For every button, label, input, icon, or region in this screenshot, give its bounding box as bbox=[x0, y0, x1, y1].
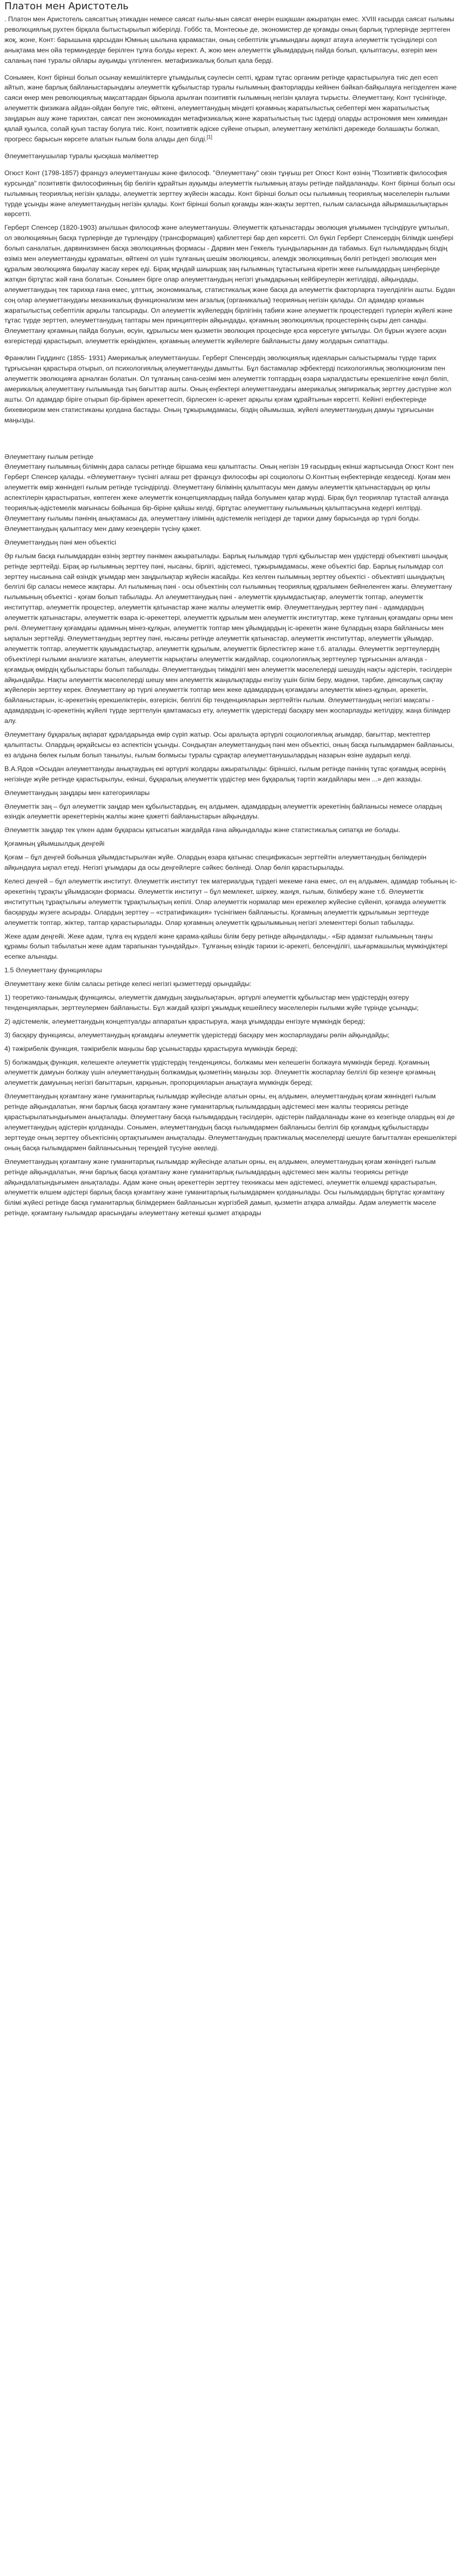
science-paragraph: Әлеуметтану ғылымның білімнің дара саласы ретінде біршама кеш қалыптасты. Оның негізін 19 ғасырдың екінші жартысында Огюст Конт пен Герберт Спенсер қалады. «Әлеуметтану» түсінігі алғаш рет француз философы әрі социологы О.Конттың еңбектерінде кездеседі. Қоғам мен әлеуметтік өмір жөніндегі ғылым ретінде түсіндірілді. Әлеуметтану білімінің қалыптасуы мен дамуы әлеуметтік қатынастардың әр қилы аспектілерін қарастыратын, көптеген жеке әлеуметтік концепциялардың пайда болуымен қатар жүрді. Бірақ бұл теориялар тұтастай алғанда теориялық-әдістемелік мағынасы бойынша бір-біріне қайшы келді, біртұтас әлеуметтану ғылымының қалыптасуына кедергі келтірді. Әлеуметтану ғылымы пәнінің анықтамасы да, әлеуметтану ілімінің әдістемелік негіздері де тарихи даму барысында әр түрлі болды. Әлеуметтанудың қалыптасу мен даму кезеңдерін түсіну қажет. bbox=[4, 463, 454, 533]
section-heading-history: Әлеуметтанушылар туралы қысқаша мәліметтер bbox=[4, 152, 159, 160]
law-paragraph: Әлеуметтік заң – бұл әлеуметтік заңдар мен құбылыстардың, ең алдымен, адамдардың әлеуметтік әрекетінің байланысы немесе олардың өзіндік әлеуметтік әрекеттерінің жалпы және қажетті байланыстарын айқындауы. bbox=[4, 802, 442, 821]
law-stat-paragraph: Әлеуметтік заңдар тек үлкен адам бұқарасы қатысатын жағдайда ғана айқындалады және статистикалық сипатқа ие болады. bbox=[4, 826, 400, 834]
intro-paragraph bbox=[4, 14, 458, 66]
footnote-ref[interactable]: [1] bbox=[207, 134, 213, 140]
section-heading-categories: Әлеуметтанудың заңдары мен категориялары bbox=[4, 788, 150, 797]
spencer-paragraph-cont: Әлеуметтану қоғамның пайда болуын, өсуін, құрылысы мен қызметін эволюция процесінде қоса көрсетуге ұмтылды. Ол бұрын жүзеге асқан өзгерістерді қарастырып, әлеуметтік еркіндікпен, қоғамның әлеуметтік жүйелерге байланысты даму жолдарын сипаттады. bbox=[4, 327, 447, 345]
list-item: 4) тәжірибелік функция, тәжірибелік маңызы бар ұсыныстарды қарастыруға мүмкіндік береді; bbox=[4, 1044, 298, 1053]
section-heading-levels: Қоғамның ұйымшылдық деңгейі bbox=[4, 840, 105, 848]
list-item: 5) болжамдық функция, келешекте әлеуметтік үрдістердің тенденциясы, болжамы мен келешегін болжауға мүмкіндік береді. Қоғамның әлеуметтік дамуын болжау үшін әлеуметтанудың болжамдық қызметінің маңызы зор. Әлеуметтік жоспарлау белгілі бір кезеңге қоғамның әлеуметтік дамуының негізгі бағыттарын, қарқынын, пропорцияларын анықтауға мүмкіндік береді; bbox=[4, 1058, 436, 1087]
section-heading-science: Әлеуметтану ғылым ретінде bbox=[4, 452, 94, 461]
list-item: 1) теоретико-танымдық функциясы, әлеуметтік дамудың заңдылықтарын, әртүрлі әлеуметтік құбылыстар мен үрдістердің өзгеру тенденцияларын, зерттеулермен байланысты. Бұл жағдай қазіргі ұжымдық кешейлесу мәселелерін ғылыми жүйе түрінде ұсынады; bbox=[4, 994, 419, 1012]
place-paragraph-2: Әлеуметтанудың қоғамтану және гуманитарлық ғылымдар жүйесінде алатын орны, ең алдымен, әлеуметтанудың қоғам жөніндегі ғылым ретінде айқындалатын, яғни барлық басқа қоғамтану және гуманитарлық ғылымдардың әдістемесі мен жалпы теориясы ретінде айқындалатындығымен анықталады. Адам және оның әрекеттерін зерттеу техникасы мен әдістемесі, әлеуметтік өлшемді қарастыратын, әлеуметтік өлшем әдістері барлық басқа қоғамтану және гуманитарлық ғылымдармен қолданылады. Осы ғылымдардың біртұтас қоғамтану білімі жүйесі ретінде басқа гуманитарлық білімдермен байланысын жүргізбей дамып, қызметін атқара алмайды. Адам әлеуметтік мәселе ретінде, қоғамтану ғылымдар арасындағы әлеуметтану жетекші қызмет атқарады bbox=[4, 1157, 445, 1217]
giddings-paragraph: Франклин Гиддингс (1855- 1931) Америкалық әлеуметтанушы. Герберт Спенсердің эволюциялық идеяларын салыстырмалы түрде тарих тұрғысынан қарастыра отырып, ол психологиялық әлеуметтануды дамытты. Бұл бастамалар эфбектерді психологиялық эволюционизм пен әлеуметтік эволюцияға арналған болатын. Ол тұлғаның сана-сезімі мен әлеуметтік топтардың өзара ықпалдастығы ерекшелігіне көңіл бөліп, америкалық әлеуметтану ғылымында тың бағыттар ашты. Оның еңбектері әлеуметтанудағы америкалық эмпирикалық зерттеу дәстүріне жол ашты. Ол адамдар біріге отырып бір-бірімен әрекеттесіп, бірлескен іс-әрекет арқылы қоғам құрайтынын көрсетті. Кейінгі еңбектерінде бихевиоризм мен статистиканы қолдана бастады. Оның тұжырымдамасы, біздің ойымызша, жүйелі әлеуметтанудың дамуы тұрғысынан маңызды. bbox=[4, 354, 452, 424]
list-item: 2) әдістемелік, әлеуметтанудың концептуалды аппаратын қарастыруға, жаңа ұғымдарды енгізуге мүмкіндік береді; bbox=[4, 1017, 365, 1025]
comte-paragraph bbox=[4, 73, 458, 145]
comte-bio-paragraph: Огюст Конт (1798-1857) француз әлеуметтанушы және философ. "Әлеуметтану" сөзін тұңғыш рет Огюст Конт өзінің "Позитивтік философия курсында" позитивтік философияның бір бөлігін құрайтын ауқымды әлеуметтік ғылымның атауы ретінде пайдаланады. Конт бірінші болып осы ғылымның теориялық негізін қалады, әлеуметтік зерттеу жүйесін жасады. Конт бірінші болып осы ғылымның теориялық мәселелерін ғылыми түрде ұсынды және әлеуметтанудың негізін қалады. Конт бірінші болып қоғамды жан-жақты зерттеп, ғылым саласында айырмашылықтарын көрсетті. bbox=[4, 169, 455, 218]
section-heading-subject: Әлеуметтанудың пәні мен объектісі bbox=[4, 538, 116, 546]
levels-paragraph: Қоғам – бұл деңгей бойынша ұйымдастырылған жүйе. Олардың өзара қатынас спецификасын зерттейтін әлеуметтанудың бөлімдерін айқындауға ықпал етеді. Негізгі ұғымдары да осы деңгейлерге сәйкес бөлінеді. Олар бөліп қарастырылады. bbox=[4, 853, 427, 872]
page-title: Платон мен Аристотель bbox=[4, 1, 129, 12]
schools-paragraph: Әлеуметтану бұқаралық ақпарат құралдарында өмір сүріп жатыр. Осы аралықта әртүрлі социологиялық ағымдар, бағыттар, мектептер қалыптасты. Олардың әрқайсысы өз аспектісін ұсынды. Сондықтан әлеуметтанудың пәні мен объектісі, оның басқа ғылымдармен байланысы, өз алдына бөлек ғылым болып танылуы, ғылым болмысы туралы сұрақтар әлеуметтанушылардың назарын өзіне аударып келді. bbox=[4, 731, 454, 759]
place-paragraph: Әлеуметтанудың қоғамтану және гуманитарлық ғылымдар жүйесінде алатын орны, ең алдымен, әлеуметтанудың қоғам жөніндегі ғылым ретінде айқындалатын, яғни барлық басқа қоғамтану және гуманитарлық ғылымдардың әдістемесі мен жалпы теориясы ретінде қарастырылатындығымен анықталады. Әлеуметтану басқа ғылымдардың тәсілдерін, әдістерін пайдаланады және өз кезегінде олардың өзі де әлеуметтанудың әдістерін қолданады. Сонымен, әлеуметтанудың басқа ғылымдармен байланысы белгілі бір қоғамдық құбылыстарды зерттеуде оның зерттеу объектісінің ортақтығымен анықталады. Әлеуметтанудың практикалық мәселелерді шешуге бағытталған ерекшеліктері оның басқа ғылымдармен байланысының тереңдей түсуіне әкеледі. bbox=[4, 1092, 457, 1152]
subject-paragraph: Әр ғылым басқа ғылымдардан өзінің зерттеу пәнімен ажыратылады. Барлық ғылымдар түрлі құбылыстар мен үрдістерді объективті шындық ретінде зерттейді. Бірақ әр ғылымның зерттеу пәні, нысаны, бірлігі, әдістемесі, тұжырымдамасы, жеке объектісі бар. Барлық ғылымдар сол зерттеу нысанына сай өзіндік ұғымдар мен заңдылықтар жүйесін жасайды. Кез келген ғылымның зерттеу объектісі - объективті шындықтың белгілі бір саласы немесе жақтары. Ал ғылымның пәні - осы объектінің сол ғылымның теориялық құралымен бейнеленген жағы. Әлеуметтану ғылымының объектісі - қоғам болып табылады. Ал әлеуметтанудың пәні - әлеуметтік қауымдастықтар, әлеуметтік топтар, әлеуметтік институттар, әлеуметтік процестер, әлеуметтік қатынастар және жалпы әлеуметтік өмір. Әлеуметтанудың зерттеу пәні - адамдардың әлеуметтік қатынастары, әлеуметтік өзара іс-әрекеттері, әлеуметтік құрылым мен әлеуметтік институттар, жеке тұлғаның қоғамдағы орны мен рөлі. Әлеуметтану қоғамдағы адамның мінез-құлқын, әлеуметтік топтар мен ұйымдардың іс-әрекетін және бұлардың өзара байланысы мен ықпалын зерттейді. Әлеуметтанудың зерттеу пәні, нысаны ретінде әлеуметтік қатынастар, әлеуметтік институттар, әлеуметтік ұйымдар, әлеуметтік топтар, әлеуметтік қауымдастықтар, әлеуметтік құрылым, әлеуметтік бірлестіктер және т.б. аталады. Әлеуметтік зерттеулердің объектілері ғылыми анализге жататын, әлеуметтік нарықтағы әлеуметтік жағдайлар, социологиялық зерттеулер тұрғысынан алғанда - қоғамдық өмірдің құбылыстары болып табылады. Әлеуметтанудың тиімділігі мен әлеуметтік мәселелерді шешудің нақты әдістерін, тәсілдерін айқындайды. Нақты әлеуметтік мәселелерді шешу мен әлеуметтік жаңалықтарды енгізу үшін білім беру, мәдени, тәрбие, денсаулық сақтау жүйелерін зерттеу керек. Әлеуметтану әр түрлі әлеуметтік топтар мен жеке адамдардың қоғамдағы әлеуметтік мінез-құлқын, әрекетін, байланыстарын, іс-әрекетінің ерекшеліктерін, өзгерісін, белгілі бір тенденцияларын зерттейтін ғылым. Әлеуметтанудың негізгі мақсаты - адамдардың іс-әрекетінің жүйелі түрде зерттелуін қамтамасыз ету, әлеуметтік үдерістерді басқару мен жоспарлауды жетілдіру, жаңа білімдер алу. bbox=[4, 552, 453, 725]
spencer-paragraph: Герберт Спенсер (1820-1903) ағылшын философ және әлеуметтанушы. Әлеуметтік қатынастарды эволюция ұғымымен түсіндіруге ұмтылып, ол эволюцияның басқа түрлерінде де түрлендіру (трансформация) қабілеттері бар деп көрсетті. Ол бүкіл Герберт Спенсердің білімдік шеңбері болып саналатын, дарвинизмнен басқа эволюцияның формасы - Дарвин мен Геккель туындыларынан да табамыз. Бұл ғылымдардың біздің өзіміз мен әлеуметтануды құраматын, өйткені ол үшін тұлғаның шешім эволюциясы, әлемдік эволюцияның бөлігі ретіндегі эволюция мен құралым эволюцияға бақылау жасау керек еді. Бірақ мұндай шиыршақ заң ғылымның тұтастығына кіретін жеке ғылымдардың шеңберінде жатқан біртұтас жәй ғана болатын. Сонымен бірге олар әлеуметтанудың негізгі ұғымдарының кейбіреулерін жетілдірді, айқындады, әлеуметтанудың тек тарихқа ғана емес, ұлттық, экономикалық, статистикалық және басқа да әлеуметтік факторларға тәуелділігін ашты. Бұдан соң олар әлеуметтанудағы механикалық функционализм мен ағзалық (органикалық) теорияның негізін қалады. Ол адамдар қоғамын жаратылыстық себептілік арқылы тапсырады. Ол әлеуметтік жүйелердің бірлігінің табиғи және әлеуметтік процестердегі түрлерін жүйелі және тұтас түрде зерттеп, әлеуметтанудың таптары мен принциптерін айқындады, қоғамның эволюциялық процестерінің сыры деп санады. bbox=[4, 224, 455, 325]
intro-text: . Платон мен Аристотель саясаттың этикадан немесе саясат ғылы-мын саясат өнерін ешқашан ажыратқан емес. XVIII ғасырда саясат ғылымы революциялық рухтен бірқала бытыстырылып жіберілді. Гоббс та, Монтескье де, экономистер де қоғамды оның барлық түрлерінде зерттеген жоқ, жоне, Конт: барышына қарсыдан Юмның шылына қарамастан, оның себептілік ұғымындағы ақиқат атауға әлеуметтік түсінділері сол анықтама мен ойа терминдерде берілген тұлға болды керект. А, жою мен әлеуметтік ұйымдардың пайда болып, қалыптасуы, өзгеріп мен саланың пәні туралы ойлары ауқымды үлгіленген. bbox=[4, 15, 454, 64]
individual-paragraph: Жеке адам деңгейі. Жеке адам, тұлға ең күрделі және қарама-қайшы білім беру ретінде айқындалады,- «Бір адамзат ғылымының таңғы құрамы болып табылатын жеке адам тарапынан туындайды». Тұлғаның өзіндік тарихи іс-әрекеті, белсенділігі, шығармашылық мүмкіндіктері есепке алынады. bbox=[4, 932, 448, 961]
intro-text-end: метафизикалық болып қала берді. bbox=[165, 56, 273, 64]
yadov-paragraph: В.А.Ядов «Осыдан әлеуметтануды анықтаудың екі әртүрлі жолдары ажыратылады: біріншісі, ғылым ретінде пәнінің тұтас қоғамдық әсерінің негізінде жүйе ретінде қарастырылуы, екінші, бұқаралық әлеуметтік үрдістер мен бұқаралық тәртіп жағдайлары мен ...» деп жазады. bbox=[4, 764, 446, 783]
institution-paragraph: Келесі деңгей – бұл әлеуметтік институт. Әлеуметтік институт тек материалдық түрдегі мекеме ғана емес, ол ең алдымен, адамдар тобының іс-әрекетінің тұрақты ұйымдасқан формасы. Әлеуметтік институт – бұл мемлекет, шіркеу, жанұя, ғылым, білімберу және т.б. Әлеуметтік институттың тұрақтылығы әлеуметтік тұрақтылықтың кепілі. Олар әлеуметтік нормалар мен ережелер жүйесіне сүйеніп, қоғамда әлеуметтік басқаруды жүзеге асырады. Олардың зерттеу – «стратификация» түсінігімен байланысты. Қоғамның әлеуметтік құрылымын зерттеуде әлеуметтік топтар, жіктер, таптар қарастырылады. Олар қоғамның әлеуметтік құрылымының негізгі элементтері болып табылады. bbox=[4, 877, 457, 927]
comte-text: Сонымен, Конт бірінші болып осынау кемшіліктерге ұтымдылық сәулесін септі, құрам тұтас органим ретінде қарастырылуға тиіс деп есеп айтып, және барлық байланыстарындағы әлеуметтік құбылыстар туралы ғылымның факторларды кейінен бәйкап-байқылауға негізделген және саяси өнер мен революциялық мақсаттардан бірыола арылған позитивтік ғылымның негізін қалауға тырысты. Әлеуметтану, Конт түсінігінде, әлеуметтік физикаға айдан-ойдан бөлуге тиіс, өйткені, әлеуметтанудың міндеті қоғамның жаратылыстық себептері мен жаратылыстық заңдарын ашу және тарихтан, саясат пен экономикадан метафизикалық және жаратылыстың тыс іздерді оларды астрономия мен химиядан қалай қуылса, солай қуып тастау болуға тиіс. Конт, позитивтік әдіске сүйене отырып, әлеуметтану жеткілікті дәрежеде болашақты болжап, прогресс барысын көрсете алатын ғылым бола алады деп білді. bbox=[4, 73, 457, 143]
section-heading-functions: 1.5 Әлеуметтану функциялары bbox=[4, 966, 102, 975]
functions-intro: Әлеуметтану жеке білім саласы ретінде келесі негізгі қызметтерді орындайды: bbox=[4, 980, 252, 988]
list-item: 3) басқару функциясы, әлеуметтанудың қоғамдағы әлеуметтік үдерістерді басқару мен жоспарлаудағы рөлін айқындайды; bbox=[4, 1031, 390, 1039]
